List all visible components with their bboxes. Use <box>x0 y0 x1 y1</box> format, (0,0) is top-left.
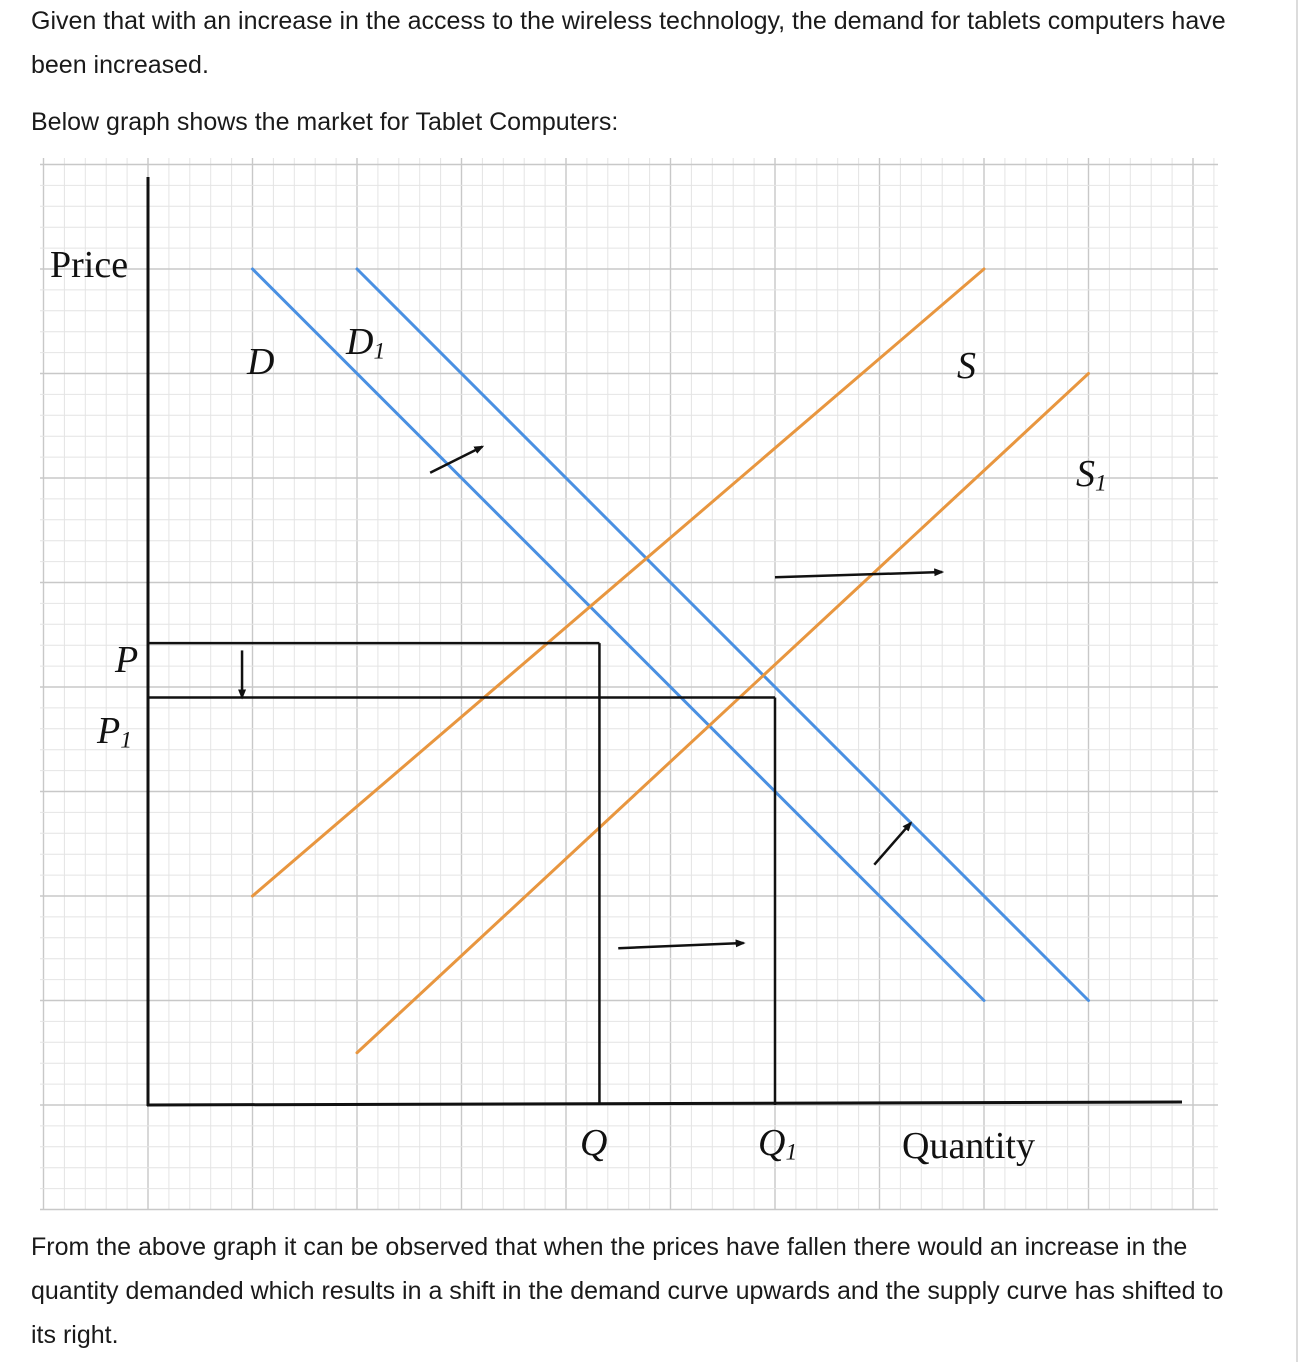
shift-arrow <box>430 447 482 473</box>
curve-d1 <box>357 269 1089 1001</box>
curve-label-s1: S1 <box>1076 453 1107 497</box>
conclusion-paragraph: From the above graph it can be observed that when the prices have fallen there would an increase in the quantity demanded which results in a shift in the demand curve upwards and the supply curve has shifted to its right. <box>31 1233 1224 1349</box>
chart-grid <box>40 158 1218 1210</box>
quantity-label-q1: Q1 <box>758 1122 798 1166</box>
lead-paragraph: Below graph shows the market for Tablet Computers: <box>31 108 619 136</box>
curve-label-d1: D1 <box>346 321 386 365</box>
x-axis-title: Quantity <box>902 1125 1035 1167</box>
y-axis-title: Price <box>50 244 129 286</box>
curve-label-s: S <box>957 345 976 387</box>
price-label-p1: P1 <box>97 710 132 754</box>
curve-label-d: D <box>247 341 275 383</box>
quantity-label-q: Q <box>580 1122 608 1164</box>
intro-paragraph: Given that with an increase in the access to the wireless technology, the demand for tablets computers have been increased. <box>31 7 1226 79</box>
chart-axes <box>147 177 1182 1106</box>
price-label-p: P <box>115 639 139 681</box>
curve-d <box>253 269 985 1001</box>
shift-arrow <box>618 943 743 948</box>
chart-labels <box>50 244 1107 1167</box>
